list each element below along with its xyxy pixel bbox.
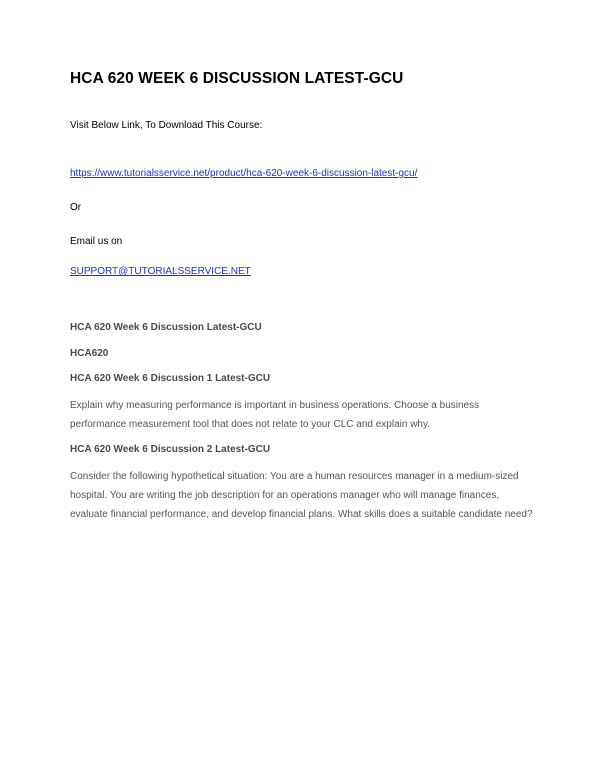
discussion2-line: evaluate financial performance, and develop financial plans. What skills does a suitable candidate need? [70, 509, 533, 520]
discussion2-line: Consider the following hypothetical situation: You are a human resources manager in a medium-sized [70, 471, 519, 482]
discussion2-line: hospital. You are writing the job description for an operations manager who will manage finances, [70, 490, 500, 501]
email-link[interactable]: SUPPORT@TUTORIALSSERVICE.NET [70, 266, 251, 277]
discussion2-heading: HCA 620 Week 6 Discussion 2 Latest-GCU [70, 444, 271, 455]
or-text: Or [70, 202, 82, 213]
page-title: HCA 620 WEEK 6 DISCUSSION LATEST-GCU [70, 70, 404, 87]
section-heading: HCA 620 Week 6 Discussion Latest-GCU [70, 322, 262, 333]
course-code: HCA620 [70, 348, 109, 359]
discussion1-heading: HCA 620 Week 6 Discussion 1 Latest-GCU [70, 373, 271, 384]
email-prompt: Email us on [70, 236, 123, 247]
discussion1-line: performance measurement tool that does not relate to your CLC and explain why. [70, 419, 431, 430]
discussion1-line: Explain why measuring performance is important in business operations. Choose a business [70, 400, 480, 411]
intro-text: Visit Below Link, To Download This Course: [70, 120, 263, 131]
course-link[interactable]: https://www.tutorialsservice.net/product/hca-620-week-6-discussion-latest-gcu/ [70, 168, 418, 179]
